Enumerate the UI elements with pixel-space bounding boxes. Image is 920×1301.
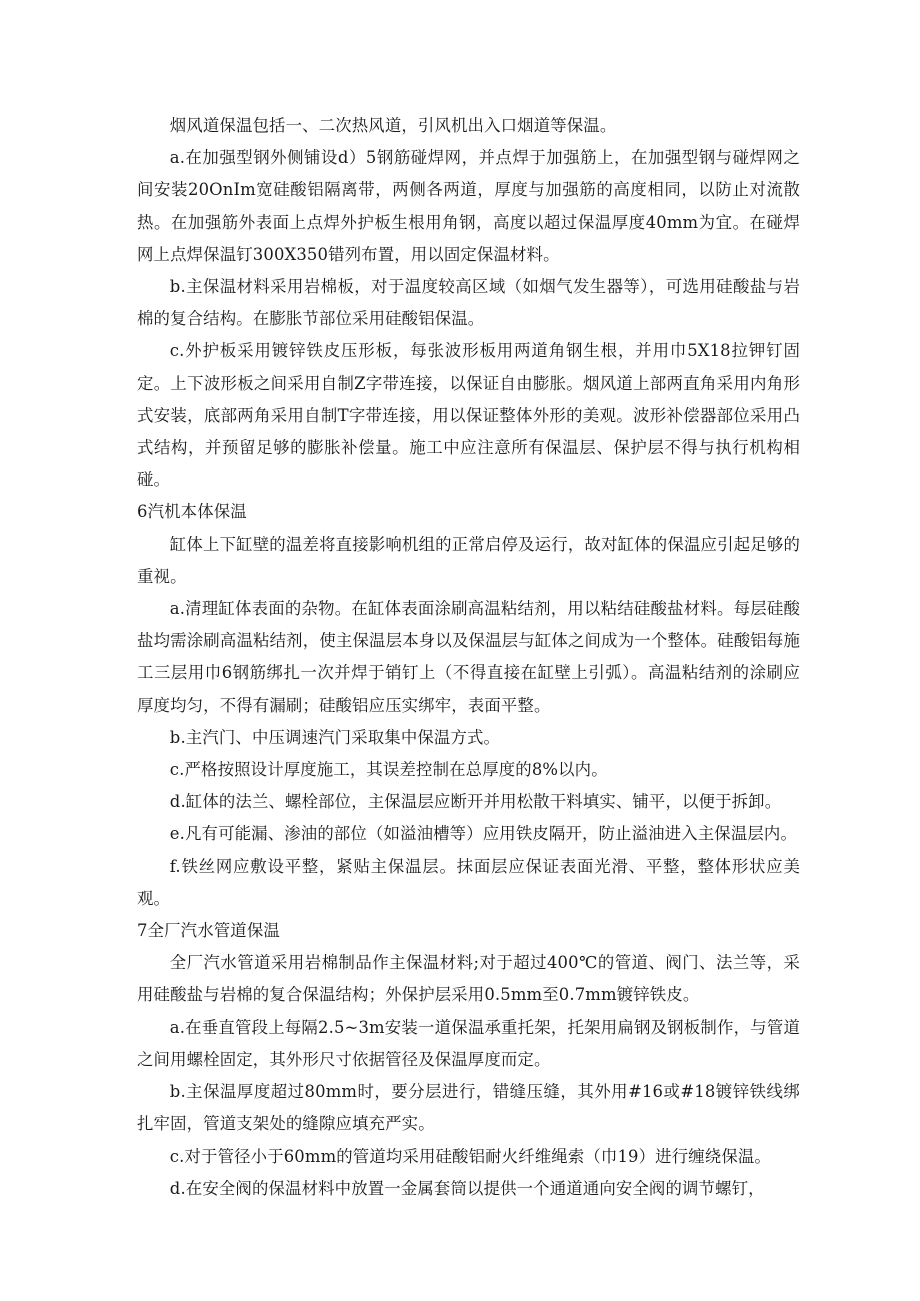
paragraph-section6-f: f.铁丝网应敷设平整，紧贴主保温层。抹面层应保证表面光滑、平整，整体形状应美观。 bbox=[137, 856, 800, 908]
section-heading-7: 7全厂汽水管道保温 bbox=[137, 921, 280, 941]
paragraph-section7-d: d.在安全阀的保温材料中放置一金属套筒以提供一个通道通向安全阀的调节螺钉， bbox=[169, 1178, 765, 1198]
document-body bbox=[137, 110, 800, 1205]
paragraph-section7-intro: 全厂汽水管道采用岩棉制品作主保温材料;对于超过400℃的管道、阀门、法兰等，采用硅酸盐与岩棉的复合保温结构；外保护层采用0.5mm至0.7mm镀锌铁皮。 bbox=[137, 953, 800, 1005]
section-heading-6: 6汽机本体保温 bbox=[137, 502, 247, 522]
paragraph-intro: 烟风道保温包括一、二次热风道，引风机出入口烟道等保温。 bbox=[169, 116, 617, 135]
paragraph-section6-a: a.清理缸体表面的杂物。在缸体表面涂刷高温粘结剂，用以粘结硅酸盐材料。每层硅酸盐均需涂刷高温粘结剂，使主保温层本身以及保温层与缸体之间成为一个整体。硅酸铝每施工三层用巾6钢筋绑扎一次并焊于销钉上（不得直接在缸壁上引弧）。高温粘结剂的涂刷应厚度均匀，不得有漏刷；硅酸铝应压实绑牢，表面平整。 bbox=[137, 599, 800, 715]
paragraph-section7-b: b.主保温厚度超过80mm时，要分层进行，错缝压缝，其外用#16或#18镀锌铁线绑扎牢固，管道支架处的缝隙应填充严实。 bbox=[137, 1082, 800, 1134]
paragraph-item-c: c.外护板采用镀锌铁皮压形板，每张波形板用两道角钢生根，并用巾5X18拉钾钉固定。上下波形板之间采用自制Z字带连接，以保证自由膨胀。烟风道上部两直角采用内角形式安装，底部两角采用自制T字带连接，用以保证整体外形的美观。波形补偿器部位采用凸式结构，并预留足够的膨胀补偿量。施工中应注意所有保温层、保护层不得与执行机构相碰。 bbox=[137, 341, 800, 490]
paragraph-section6-c: c.严格按照设计厚度施工，其误差控制在总厚度的8%以内。 bbox=[169, 760, 608, 780]
paragraph-section7-a: a.在垂直管段上每隔2.5~3m安装一道保温承重托架，托架用扁钢及钢板制作，与管道之间用螺栓固定，其外形尺寸依据管径及保温厚度而定。 bbox=[137, 1017, 800, 1069]
paragraph-section6-intro: 缸体上下缸壁的温差将直接影响机组的正常启停及运行，故对缸体的保温应引起足够的重视。 bbox=[137, 534, 800, 586]
paragraph-section6-d: d.缸体的法兰、螺栓部位，主保温层应断开并用松散干料填实、铺平，以便于拆卸。 bbox=[169, 792, 782, 812]
paragraph-item-b: b.主保温材料采用岩棉板，对于温度较高区域（如烟气发生器等），可选用硅酸盐与岩棉的复合结构。在膨胀节部位采用硅酸铝保温。 bbox=[137, 277, 800, 329]
paragraph-section6-b: b.主汽门、中压调速汽门采取集中保温方式。 bbox=[169, 727, 501, 747]
paragraph-section6-e: e.凡有可能漏、渗油的部位（如溢油槽等）应用铁皮隔开，防止溢油进入主保温层内。 bbox=[169, 824, 798, 844]
paragraph-item-a: a.在加强型钢外侧铺设d）5钢筋碰焊网，并点焊于加强筋上，在加强型钢与碰焊网之间安装20OnIm宽硅酸铝隔离带，两侧各两道，厚度与加强筋的高度相同，以防止对流散热。在加强筋外表面上点焊外护板生根用角钢，高度以超过保温厚度40mm为宜。在碰焊网上点焊保温钉300X350错列布置，用以固定保温材料。 bbox=[137, 148, 800, 264]
paragraph-section7-c: c.对于管径小于60mm的管道均采用硅酸铝耐火纤维绳索（巾19）进行缠绕保温。 bbox=[169, 1146, 771, 1166]
